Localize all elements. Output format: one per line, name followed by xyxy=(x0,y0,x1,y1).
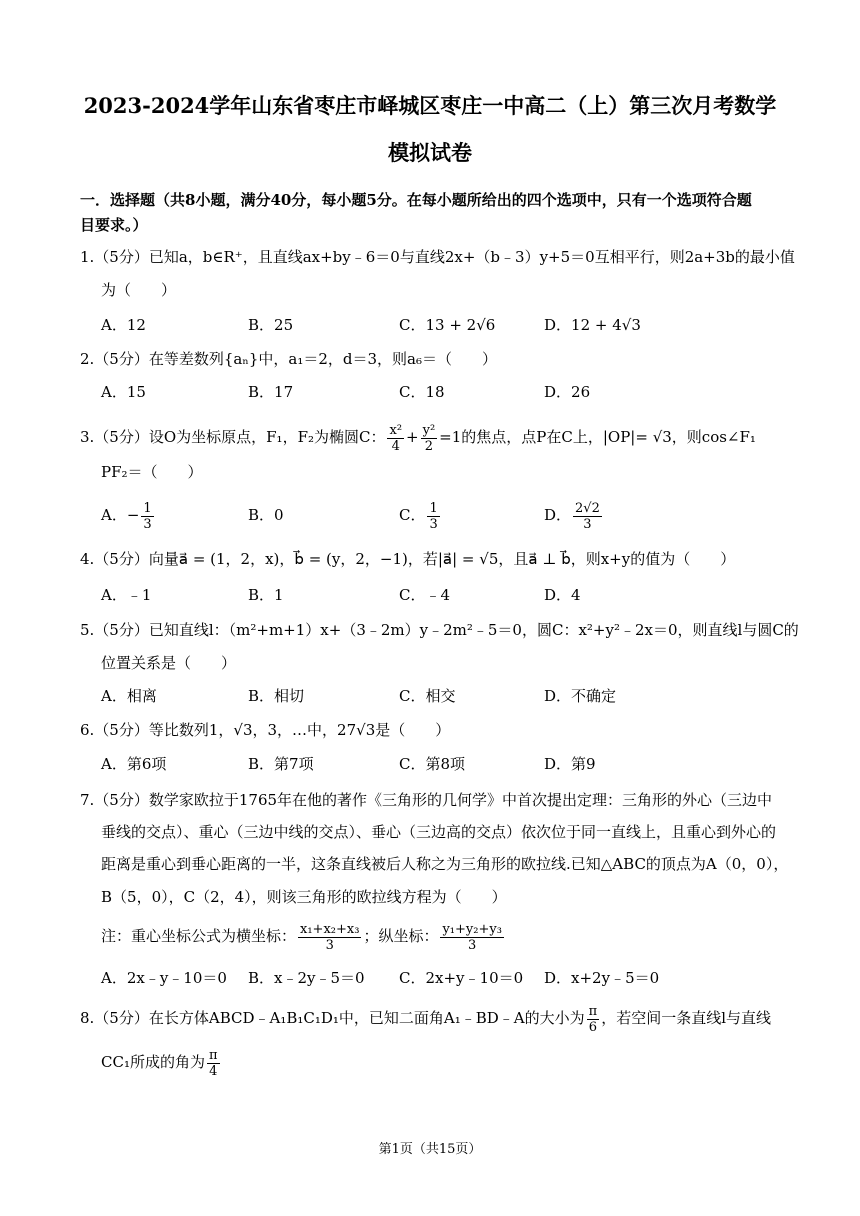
option-b[interactable]: B．17 xyxy=(248,383,294,401)
section-heading-1: 一．选择题（共8小题，满分40分，每小题5分。在每小题所给出的四个选项中，只有一个选项符合题 xyxy=(80,191,752,209)
question-5-options xyxy=(101,684,781,708)
q3-fraction-x: $\frac{\text{x²}}{4}$ xyxy=(389,422,403,454)
option-b[interactable]: B．0 xyxy=(248,506,284,524)
q3-fraction-y: $\frac{\text{y²}}{2}$ xyxy=(422,422,436,454)
question-3-options xyxy=(101,500,781,530)
question-2-line-1: 2.（5分）在等差数列{aₙ}中，a₁＝2，d＝3，则a₆＝（ ） xyxy=(80,350,497,368)
question-7-line-1: 7.（5分）数学家欧拉于1765年在他的著作《三角形的几何学》中首次提出定理：三角形的外心（三边中 xyxy=(80,791,773,809)
question-7-options xyxy=(101,966,781,990)
q3-text-post: =1的焦点，点P在C上，|OP|= √3，则cos∠F₁ xyxy=(439,428,756,446)
option-d[interactable]: D．26 xyxy=(544,383,591,401)
question-1-line-1: 1.（5分）已知a，b∈R⁺，且直线ax+by﹣6＝0与直线2x+（b﹣3）y+5＝0互相平行，则2a+3b的最小值 xyxy=(80,248,795,266)
question-1-line-2: 为（ ） xyxy=(101,281,177,299)
question-2-options xyxy=(101,380,781,404)
option-b[interactable]: B．相切 xyxy=(248,687,305,705)
q3-text-pre: 3.（5分）设O为坐标原点，F₁，F₂为椭圆C： xyxy=(80,428,386,446)
section-heading-2: 目要求。） xyxy=(80,216,148,234)
option-c[interactable]: C．相交 xyxy=(399,687,456,705)
option-b[interactable]: B．1 xyxy=(248,586,284,604)
q3-plus: + xyxy=(406,428,419,446)
question-4-options xyxy=(101,583,781,607)
pi-over-4: $\frac{\pi}{4}$ xyxy=(208,1047,218,1079)
question-1-options xyxy=(101,313,781,337)
question-7-line-4: B（5，0），C（2，4），则该三角形的欧拉线方程为（ ） xyxy=(101,888,507,906)
option-a[interactable]: A．12 xyxy=(101,316,146,334)
option-c[interactable]: C．13 + 2√6 xyxy=(399,316,496,334)
option-c[interactable]: C．﹣4 xyxy=(399,586,451,604)
option-d[interactable]: D．x+2y﹣5＝0 xyxy=(544,969,660,987)
option-d[interactable]: D．不确定 xyxy=(544,687,617,705)
option-a[interactable]: A．2x﹣y﹣10＝0 xyxy=(101,969,227,987)
question-3-line-1 xyxy=(80,420,780,454)
question-6-line-1: 6.（5分）等比数列1，√3，3，…中，27√3是（ ） xyxy=(80,721,451,739)
question-7-line-3: 距离是重心到垂心距离的一半，这条直线被后人称之为三角形的欧拉线.已知△ABC的顶点为A（0，0）， xyxy=(101,855,789,873)
question-8-line-1: 8.（5分）在长方体ABCD﹣A₁B₁C₁D₁中，已知二面角A₁﹣BD﹣A的大小为 $\frac{\pi}{6}$ ，若空间一条直线l与直线 xyxy=(80,1003,771,1035)
option-b[interactable]: B．第7项 xyxy=(248,755,314,773)
question-7-note: 注：重心坐标公式为横坐标： $\frac{\text{x₁+x₂+x₃}}{3}$ ；纵坐标： $\frac{\text{y₁+y₂+y₃}}{3}$ xyxy=(101,921,502,953)
centroid-x-fraction: $\frac{\text{x₁+x₂+x₃}}{3}$ xyxy=(300,921,360,953)
option-c[interactable]: C．18 xyxy=(399,383,445,401)
question-8-line-2: CC₁所成的角为 $\frac{\pi}{4}$ xyxy=(101,1047,218,1079)
option-b[interactable]: B．25 xyxy=(248,316,294,334)
question-3-line-2: PF₂＝（ ） xyxy=(101,463,203,481)
option-b[interactable]: B．x﹣2y﹣5＝0 xyxy=(248,969,365,987)
option-d[interactable]: D．4 xyxy=(544,586,581,604)
page-footer: 第1页（共15页） xyxy=(378,1142,482,1157)
title-line-2: 模拟试卷 xyxy=(388,140,472,165)
option-c[interactable]: C．第8项 xyxy=(399,755,466,773)
option-d[interactable]: D． $\frac{2√2}{3}$ xyxy=(544,500,600,532)
pi-over-6: $\frac{\pi}{6}$ xyxy=(588,1003,598,1035)
option-a[interactable]: A．15 xyxy=(101,383,146,401)
option-a[interactable]: A．第6项 xyxy=(101,755,167,773)
option-a[interactable]: A．− $\frac{1}{3}$ xyxy=(101,500,152,532)
option-a[interactable]: A．﹣1 xyxy=(101,586,152,604)
question-5-line-2: 位置关系是（ ） xyxy=(101,654,237,672)
centroid-y-fraction: $\frac{\text{y₁+y₂+y₃}}{3}$ xyxy=(442,921,502,953)
option-c[interactable]: C． $\frac{1}{3}$ xyxy=(399,500,438,532)
question-4-line-1: 4.（5分）向量a⃗ = (1，2，x)，b⃗ = (y，2，−1)，若|a⃗| = √5，且a⃗ ⊥ b⃗，则x+y的值为（ ） xyxy=(80,550,736,568)
question-5-line-1: 5.（5分）已知直线l：（m²+m+1）x+（3﹣2m）y﹣2m²﹣5＝0，圆C：x²+y²﹣2x＝0，则直线l与圆C的 xyxy=(80,621,799,639)
option-d[interactable]: D．12 + 4√3 xyxy=(544,316,641,334)
option-a[interactable]: A．相离 xyxy=(101,687,157,705)
question-6-options xyxy=(101,752,781,776)
option-d[interactable]: D．第9 xyxy=(544,755,596,773)
option-c[interactable]: C．2x+y﹣10＝0 xyxy=(399,969,524,987)
title-line-1: 2023-2024学年山东省枣庄市峄城区枣庄一中高二（上）第三次月考数学 xyxy=(83,93,777,118)
question-7-line-2: 垂线的交点）、重心（三边中线的交点）、垂心（三边高的交点）依次位于同一直线上，且重心到外心的 xyxy=(101,823,777,841)
